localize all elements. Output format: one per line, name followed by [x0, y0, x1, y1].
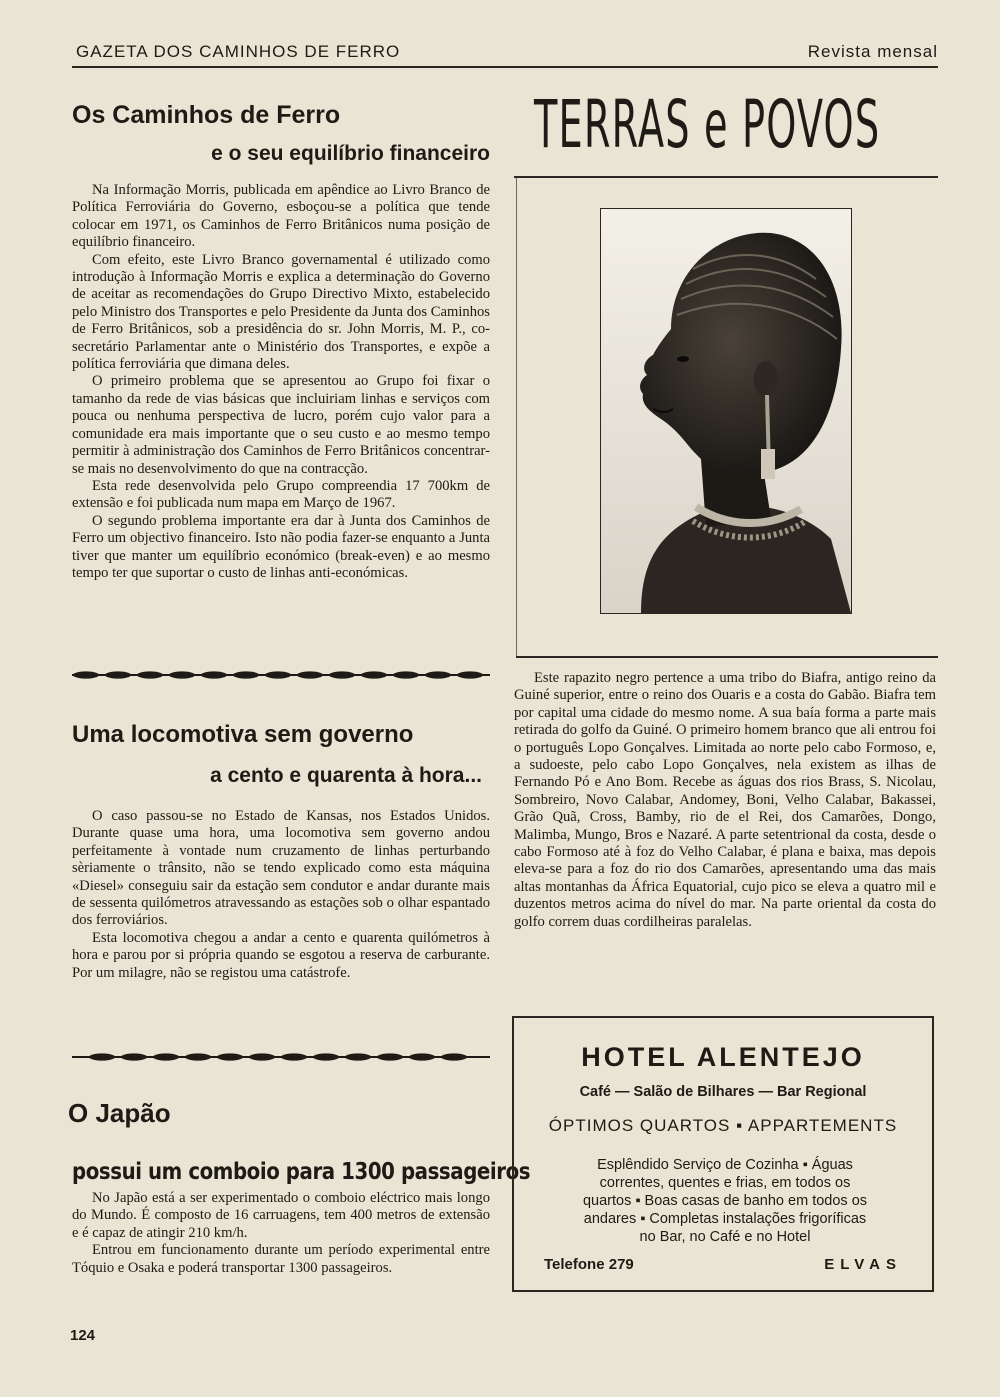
paragraph: Esta rede desenvolvida pelo Grupo compreendia 17 700km de extensão e foi publicada num mapa em Março de 1967.: [72, 477, 490, 512]
locomotive-article-subtitle: a cento e quarenta à hora...: [210, 764, 482, 787]
terras-e-povos-masthead: TERRAS e POVOS: [534, 86, 881, 163]
caption-text: Este rapazito negro pertence a uma tribo do Biafra, antigo reino da Guiné superior, entre o reino dos Ouaris e a costa do Gabão. Biafra tem por capital uma cidade do mesmo nome. A sua baía forma a parte mais retirada do golfo da Guiné. O primeiro homem branco que ali entrou foi o português Lopo Gonçalves. Limitada ao norte pelo cabo Formoso, e, a sudoeste, pelo cabo Lopo Gonçalves, nela existem as ilhas de Fernando Pó e Ano Bom. Recebe as águas dos rios Brass, S. Nicolau, Sombreiro, Novo Calabar, Andomey, Boni, Velho Calabar, Bakassei, Grão Quã, Cross, Bamby, rio de el Rei, dos Camarões, Dongo, Malimba, Mungo, Bros e Nazaré. A parte setentrional da costa, desde o cabo Formoso até à foz do Velho Calabar, é plana e baixa, mas depois eleva-se para a foz do rio dos Camarões, apresentando uma das mais altas montanhas da África Equatorial, cujo pico se eleva a quatro mil e duzentos metros acima do nível do mar. Na parte oriental da costa do golfo correm duas cordilheiras paralelas.: [514, 670, 936, 930]
header-rule: [72, 66, 938, 68]
finance-article-title: Os Caminhos de Ferro: [72, 101, 341, 129]
finance-article-body: [72, 182, 490, 582]
masthead-rule: [514, 176, 938, 178]
paragraph: O segundo problema importante era dar à Junta dos Caminhos de Ferro um objectivo financeiro. Isto não podia fazer-se enquanto a Junta tiver que manter um equilíbrio económico (break-even) e ao mesmo tempo ter que suportar o custo de linhas anti-económicas.: [72, 512, 490, 581]
ornamental-divider: [72, 668, 490, 682]
paragraph: Com efeito, este Livro Branco governamental é utilizado como introdução à Informação Morris e explica a determinação do Governo de aceitar as recomendações do Grupo Directivo Mixto, estabelecido pelo Ministro dos Transportes e pelo Presidente da Junta dos Caminhos de Ferro Britânicos, sob a presidência do sr. John Morris, M. P., co-secretário Parlamentar ante o Ministério dos Transportes, e expõe a política ferroviária que dimana deles.: [72, 251, 490, 373]
ornamental-divider: [72, 1050, 490, 1064]
japan-article-subtitle: possui um comboio para 1300 passageiros: [72, 1159, 531, 1186]
locomotive-article-title: Uma locomotiva sem governo: [72, 721, 414, 748]
hotel-name: HOTEL ALENTEJO: [581, 1042, 865, 1072]
hotel-services: Esplêndido Serviço de Cozinha ▪ Águas correntes, quentes e frias, em todos os quartos ▪ Boas casas de banho em todos os andares ▪ Completas instalações frigoríficas no Bar, no Café e no Hotel: [582, 1157, 868, 1245]
hotel-tagline: Café — Salão de Bilhares — Bar Regional: [579, 1084, 867, 1100]
portrait-photo: [600, 208, 852, 614]
paragraph: O caso passou-se no Estado de Kansas, nos Estados Unidos. Durante quase uma hora, uma locomotiva sem governo andou perfeitamente à vontade num cruzamento de linhas perturbando sèriamente o trânsito, não se tendo explicado como esta máquina «Diesel» conseguiu sair da estação sem condutor e andar durante mais de sessenta quilómetros atravessando as estações sob o olhar espantado dos ferroviários.: [72, 808, 490, 929]
column-rule: [516, 178, 517, 656]
publication-frequency: Revista mensal: [807, 42, 938, 61]
paragraph: Na Informação Morris, publicada em apêndice ao Livro Branco de Política Ferroviária do Governo, esboçou-se a política que tende colocar em 1971, os Caminhos de Ferro Britânicos numa posição de equilíbrio financeiro.: [72, 182, 490, 251]
page-number: 124: [70, 1327, 96, 1344]
publication-title: GAZETA DOS CAMINHOS DE FERRO: [76, 42, 401, 61]
paragraph: No Japão está a ser experimentado o comboio eléctrico mais longo do Mundo. É composto de 16 carruagens, tem 400 metros de extensão e é capaz de atingir 210 km/h.: [72, 1190, 490, 1241]
hotel-city: ELVAS: [824, 1256, 902, 1273]
japan-article-body: [72, 1190, 490, 1277]
locomotive-article-body: [72, 808, 490, 982]
hotel-phone: Telefone 279: [544, 1256, 634, 1273]
running-head: [72, 42, 938, 68]
japan-article-title: O Japão: [68, 1098, 171, 1128]
hotel-advertisement: [512, 1016, 934, 1292]
paragraph: Esta locomotiva chegou a andar a cento e quarenta quilómetros à hora e parou por si própria quando se esgotou a reserva de carburante. Por um milagre, não se registou uma catástrofe.: [72, 929, 490, 981]
photo-caption: [514, 670, 936, 931]
finance-article-subtitle: e o seu equilíbrio financeiro: [211, 142, 490, 165]
hotel-rooms: ÓPTIMOS QUARTOS ▪ APPARTEMENTS: [548, 1116, 898, 1135]
boy-profile-photo: [601, 209, 851, 613]
photo-rule: [516, 656, 938, 658]
paragraph: Entrou em funcionamento durante um período experimental entre Tóquio e Osaka e poderá transportar 1300 passageiros.: [72, 1242, 490, 1276]
paragraph: O primeiro problema que se apresentou ao Grupo foi fixar o tamanho da rede de vias básicas que incluiriam linhas e serviços com pouca ou nenhuma perspectiva de lucro, porém cujo valor para a comunidade era mais importante que o seu custo e ao mesmo tempo permitir à administração dos Caminhos de Ferro Britânicos concentrar-se mais no desenvolvimento do que na contracção.: [72, 373, 490, 477]
